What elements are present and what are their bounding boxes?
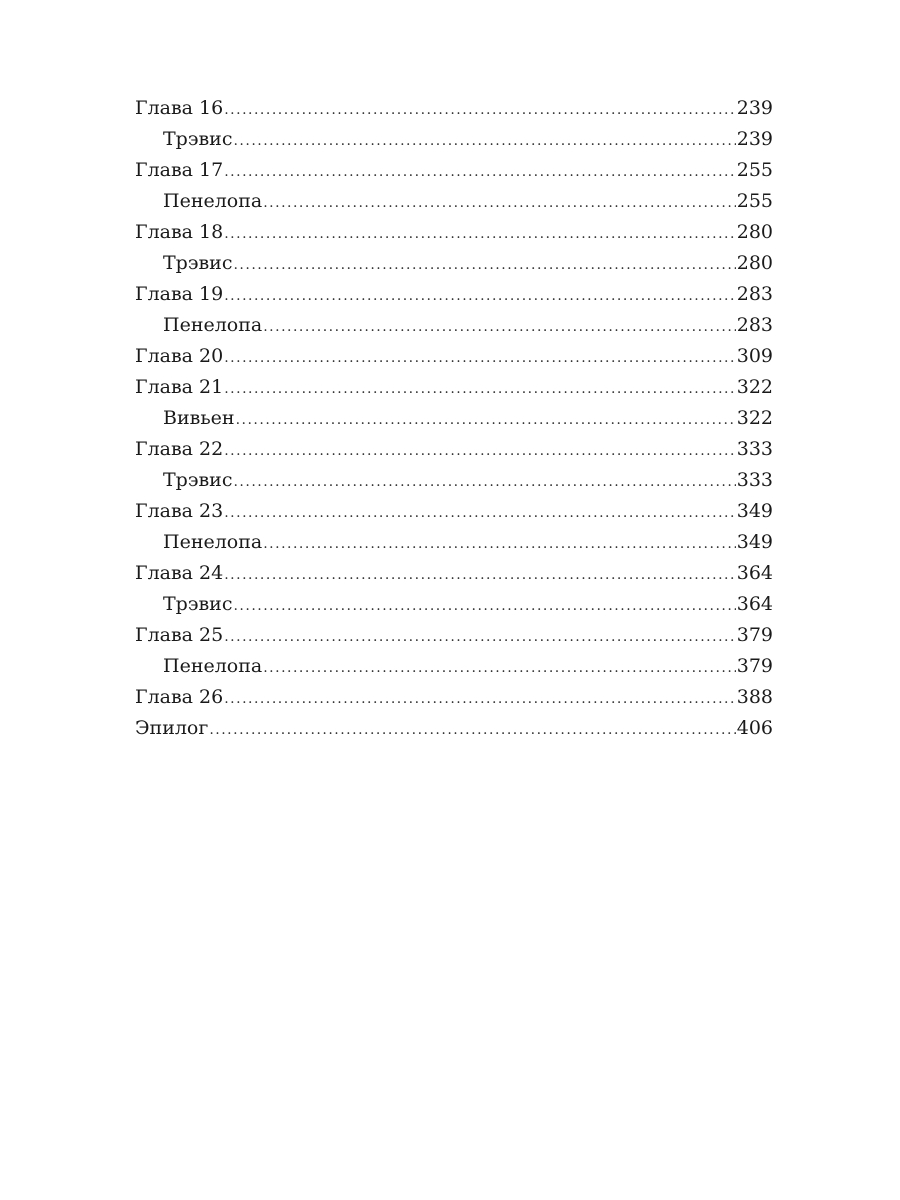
toc-entry-page: 349 xyxy=(736,500,773,522)
toc-entry-page: 322 xyxy=(736,407,773,429)
toc-entry-label: Глава 22 xyxy=(135,438,224,460)
toc-entry-page: 280 xyxy=(736,221,773,243)
dot-leader xyxy=(224,436,736,467)
toc-entry-page: 364 xyxy=(736,593,773,615)
toc-entry-chapter-17[interactable] xyxy=(135,155,773,186)
dot-leader xyxy=(263,653,736,684)
dot-leader xyxy=(224,498,736,529)
toc-entry-page: 349 xyxy=(736,531,773,553)
dot-leader xyxy=(263,529,736,560)
dot-leader xyxy=(263,188,736,219)
dot-leader xyxy=(224,281,736,312)
dot-leader xyxy=(224,219,736,250)
toc-entry-page: 283 xyxy=(736,314,773,336)
toc-entry-label: Глава 17 xyxy=(135,159,224,181)
toc-entry-chapter-24[interactable] xyxy=(135,558,773,589)
toc-entry-vivien[interactable] xyxy=(135,403,773,434)
toc-entry-page: 364 xyxy=(736,562,773,584)
toc-entry-page: 283 xyxy=(736,283,773,305)
toc-entry-travis[interactable] xyxy=(135,124,773,155)
dot-leader xyxy=(224,374,736,405)
toc-entry-chapter-16[interactable] xyxy=(135,93,773,124)
toc-entry-page: 255 xyxy=(736,159,773,181)
toc-entry-page: 322 xyxy=(736,376,773,398)
toc-entry-page: 239 xyxy=(736,128,773,150)
toc-entry-label: Трэвис xyxy=(163,469,233,491)
toc-entry-page: 333 xyxy=(736,469,773,491)
toc-entry-travis[interactable] xyxy=(135,465,773,496)
dot-leader xyxy=(233,126,735,157)
toc-entry-chapter-18[interactable] xyxy=(135,217,773,248)
toc-entry-page: 333 xyxy=(736,438,773,460)
toc-entry-label: Глава 21 xyxy=(135,376,224,398)
toc-entry-chapter-20[interactable] xyxy=(135,341,773,372)
toc-entry-travis[interactable] xyxy=(135,248,773,279)
toc-entry-label: Глава 26 xyxy=(135,686,224,708)
toc-entry-chapter-22[interactable] xyxy=(135,434,773,465)
toc-entry-travis[interactable] xyxy=(135,589,773,620)
toc-entry-page: 239 xyxy=(736,97,773,119)
toc-entry-page: 379 xyxy=(736,624,773,646)
toc-entry-label: Пенелопа xyxy=(163,314,263,336)
toc-entry-page: 280 xyxy=(736,252,773,274)
toc-entry-label: Глава 16 xyxy=(135,97,224,119)
toc-entry-label: Пенелопа xyxy=(163,531,263,553)
toc-entry-page: 388 xyxy=(736,686,773,708)
dot-leader xyxy=(233,591,735,622)
toc-entry-label: Глава 25 xyxy=(135,624,224,646)
table-of-contents xyxy=(135,93,773,744)
dot-leader xyxy=(233,250,735,281)
toc-entry-penelope[interactable] xyxy=(135,527,773,558)
dot-leader xyxy=(209,715,735,746)
toc-entry-penelope[interactable] xyxy=(135,310,773,341)
dot-leader xyxy=(233,467,735,498)
toc-entry-penelope[interactable] xyxy=(135,651,773,682)
dot-leader xyxy=(224,560,736,591)
toc-entry-chapter-21[interactable] xyxy=(135,372,773,403)
toc-entry-epilogue[interactable] xyxy=(135,713,773,744)
toc-entry-chapter-19[interactable] xyxy=(135,279,773,310)
toc-entry-label: Пенелопа xyxy=(163,190,263,212)
toc-entry-penelope[interactable] xyxy=(135,186,773,217)
dot-leader xyxy=(236,405,736,436)
toc-entry-chapter-26[interactable] xyxy=(135,682,773,713)
dot-leader xyxy=(263,312,736,343)
toc-entry-page: 379 xyxy=(736,655,773,677)
toc-entry-label: Эпилог xyxy=(135,717,209,739)
toc-entry-label: Глава 24 xyxy=(135,562,224,584)
dot-leader xyxy=(224,95,736,126)
dot-leader xyxy=(224,343,736,374)
toc-entry-label: Глава 23 xyxy=(135,500,224,522)
toc-entry-label: Трэвис xyxy=(163,593,233,615)
toc-entry-page: 406 xyxy=(736,717,773,739)
dot-leader xyxy=(224,622,736,653)
toc-entry-label: Трэвис xyxy=(163,252,233,274)
toc-entry-label: Глава 18 xyxy=(135,221,224,243)
dot-leader xyxy=(224,684,736,715)
dot-leader xyxy=(224,157,736,188)
toc-entry-label: Трэвис xyxy=(163,128,233,150)
toc-entry-label: Глава 20 xyxy=(135,345,224,367)
toc-entry-label: Глава 19 xyxy=(135,283,224,305)
toc-entry-chapter-25[interactable] xyxy=(135,620,773,651)
toc-entry-page: 255 xyxy=(736,190,773,212)
toc-entry-label: Вивьен xyxy=(163,407,235,429)
toc-entry-label: Пенелопа xyxy=(163,655,263,677)
toc-entry-page: 309 xyxy=(736,345,773,367)
toc-entry-chapter-23[interactable] xyxy=(135,496,773,527)
